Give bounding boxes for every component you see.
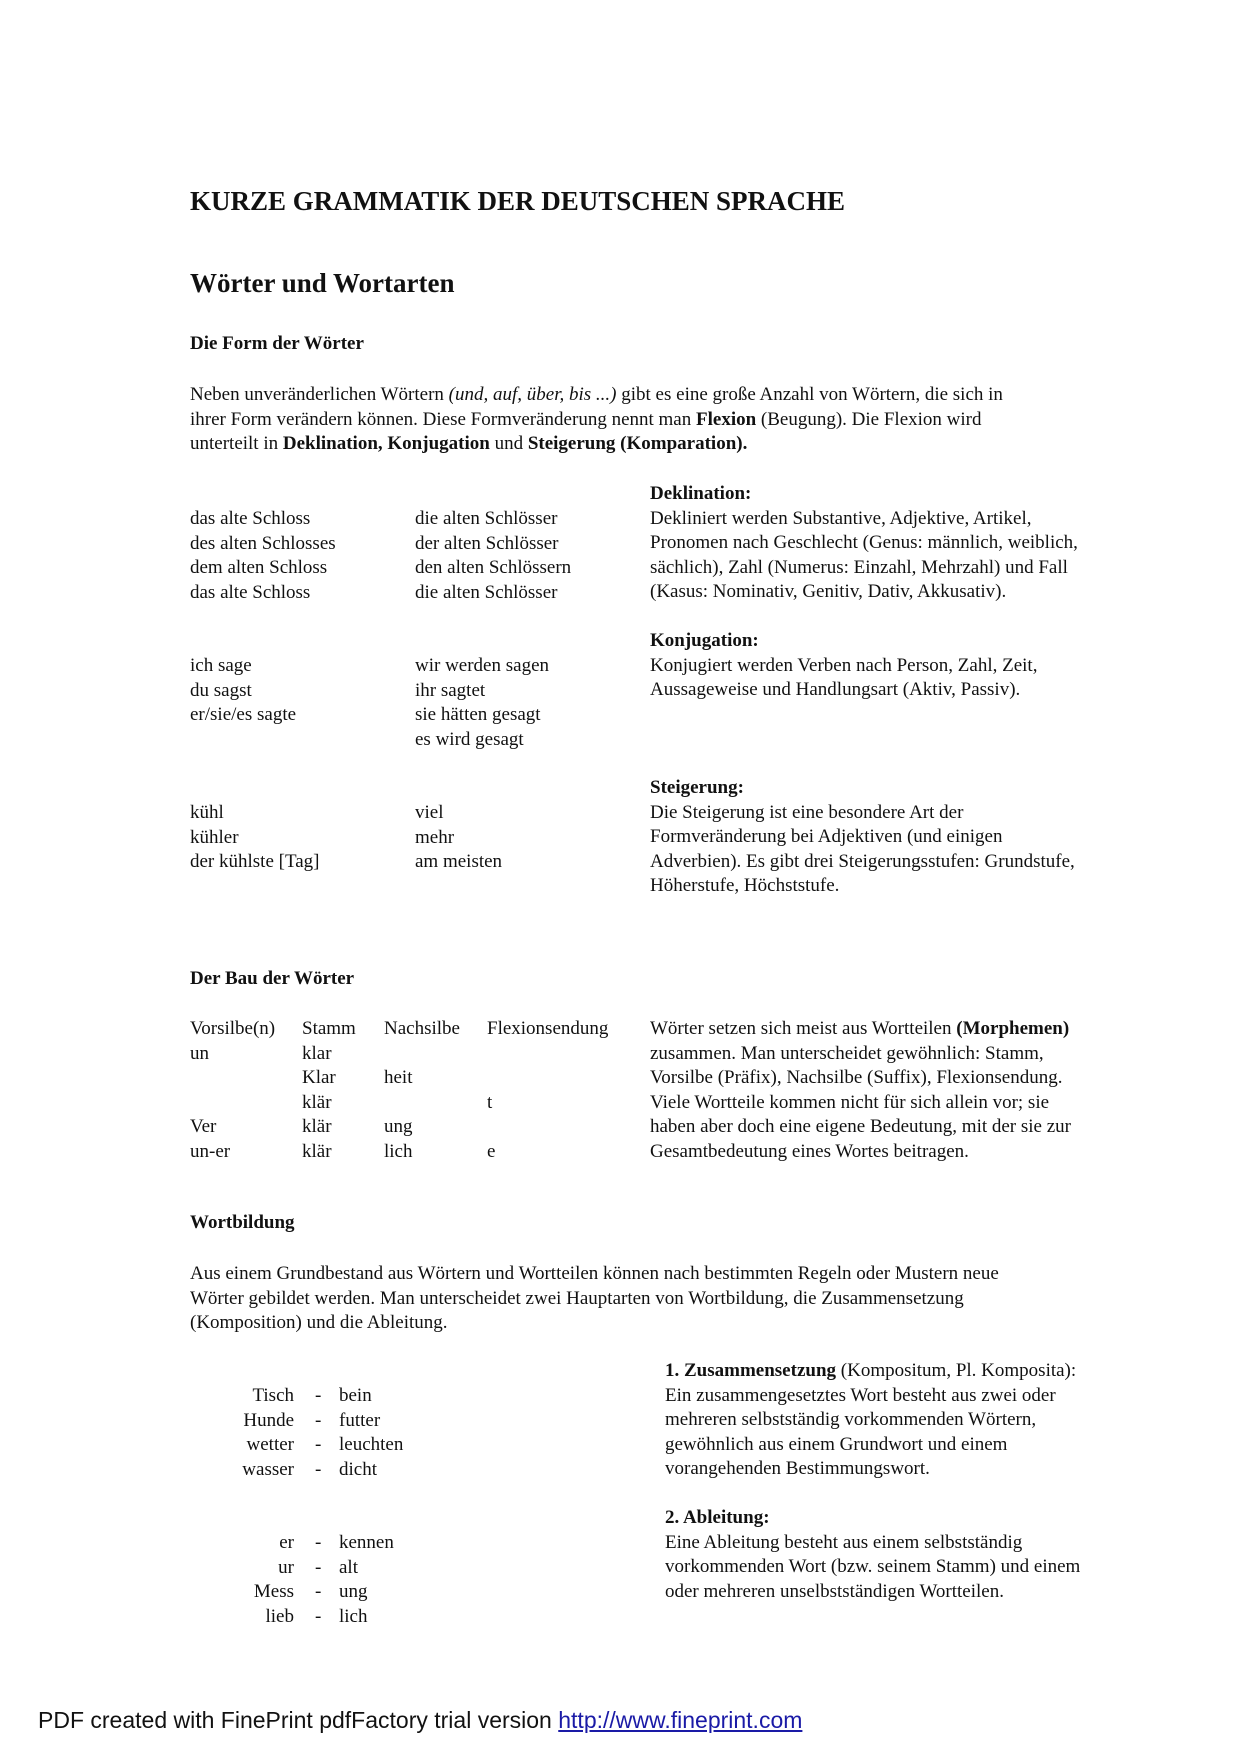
dash-separator: -	[315, 1409, 322, 1431]
ableitung-heading: 2. Ableitung:	[665, 1507, 770, 1528]
example-word: bein	[339, 1385, 372, 1406]
example-word: ich sage	[190, 655, 252, 676]
dash-separator: -	[315, 1385, 322, 1406]
form-intro-line-2: ihrer Form verändern können. Diese Formveränderung nennt man Flexion (Beugung). Die Flexion wird	[190, 408, 982, 430]
bau-col-stamm	[302, 1017, 356, 1164]
column-header: Flexionsendung	[487, 1018, 609, 1039]
zusammensetzung-description	[665, 1359, 1076, 1482]
description-line: vorangehenden Bestimmungswort.	[665, 1458, 930, 1479]
description-line: Aussageweise und Handlungsart (Aktiv, Passiv).	[650, 679, 1021, 700]
example-word: sie hätten gesagt	[415, 704, 541, 725]
dash-separator: -	[315, 1434, 322, 1455]
dash-separator: -	[315, 1532, 322, 1553]
example-word: Mess	[253, 1581, 294, 1602]
form-intro	[190, 383, 1120, 457]
description-line: Pronomen nach Geschlecht (Genus: männlich, weiblich,	[650, 532, 1078, 553]
table-cell: heit	[384, 1067, 413, 1088]
table-cell: klar	[302, 1042, 332, 1064]
description-line: Konjugiert werden Verben nach Person, Zahl, Zeit,	[650, 654, 1038, 676]
table-cell	[190, 1066, 275, 1091]
example-word: lieb	[265, 1605, 294, 1627]
table-cell: klär	[302, 1091, 332, 1113]
description-line: Dekliniert werden Substantive, Adjektive, Artikel,	[650, 507, 1032, 529]
konjugation-col-2	[415, 654, 549, 752]
table-cell: lich	[384, 1140, 413, 1162]
form-intro-line-1: Neben unveränderlichen Wörtern (und, auf, über, bis ...) gibt es eine große Anzahl von Wörtern, die sich in	[190, 384, 1003, 405]
heading-form: Die Form der Wörter	[190, 333, 364, 354]
example-word: das alte Schloss	[190, 508, 311, 529]
form-intro-line-3: unterteilt in Deklination, Konjugation und Steigerung (Komparation).	[190, 433, 748, 454]
description-line: (Kasus: Nominativ, Genitiv, Dativ, Akkusativ).	[650, 581, 1007, 602]
dash-separator: -	[315, 1605, 322, 1627]
example-word: dem alten Schloss	[190, 557, 328, 578]
description-line: gewöhnlich aus einem Grundwort und einem	[665, 1433, 1008, 1455]
example-word: der alten Schlösser	[415, 532, 559, 554]
example-word: dicht	[339, 1458, 377, 1480]
ableitung-left-parts	[200, 1531, 294, 1629]
example-word: er/sie/es sagte	[190, 704, 297, 725]
konjugation-col-1	[190, 654, 296, 728]
example-word: die alten Schlösser	[415, 508, 558, 529]
example-word: du sagst	[190, 679, 252, 701]
zusammensetzung-right-parts	[339, 1384, 403, 1482]
table-cell	[487, 1042, 608, 1067]
footer-link[interactable]: http://www.fineprint.com	[558, 1707, 803, 1733]
ableitung-description	[665, 1506, 1080, 1604]
table-cell: t	[487, 1091, 493, 1113]
steigerung-description	[650, 776, 1075, 899]
description-line: Formveränderung bei Adjektiven (und einigen	[650, 826, 1003, 847]
example-word: des alten Schlosses	[190, 532, 336, 554]
pdf-footer	[38, 1707, 802, 1734]
table-cell	[384, 1042, 460, 1067]
zusammensetzung-left-parts	[200, 1384, 294, 1482]
table-cell: klär	[302, 1140, 332, 1162]
steigerung-col-2	[415, 801, 502, 875]
example-word: alt	[339, 1556, 358, 1578]
table-cell: ung	[384, 1116, 413, 1137]
example-word: kennen	[339, 1532, 394, 1553]
example-word: futter	[339, 1409, 381, 1431]
example-word: der kühlste [Tag]	[190, 851, 320, 872]
example-word: wasser	[242, 1458, 294, 1480]
table-cell: Klar	[302, 1067, 336, 1088]
ableitung-dashes	[315, 1531, 321, 1629]
example-word: am meisten	[415, 851, 503, 872]
description-line: oder mehreren unselbstständigen Wortteilen.	[665, 1580, 1004, 1602]
example-word: mehr	[415, 826, 455, 848]
table-cell: e	[487, 1140, 496, 1162]
description-line: Adverbien). Es gibt drei Steigerungsstufen: Grundstufe,	[650, 850, 1075, 872]
example-word: Tisch	[252, 1385, 294, 1406]
table-cell: un-er	[190, 1140, 231, 1162]
description-line: Wörter setzen sich meist aus Wortteilen (Morphemen)	[650, 1018, 1070, 1039]
table-cell	[384, 1091, 460, 1116]
deklination-plural	[415, 507, 571, 605]
description-line: Die Steigerung ist eine besondere Art der	[650, 801, 964, 823]
example-word: wetter	[246, 1434, 294, 1455]
paragraph-line: Wörter gebildet werden. Man unterscheidet zwei Hauptarten von Wortbildung, die Zusammensetzung	[190, 1287, 964, 1309]
column-header: Nachsilbe	[384, 1018, 460, 1039]
paragraph-line: Aus einem Grundbestand aus Wörtern und Wortteilen können nach bestimmten Regeln oder Mustern neue	[190, 1263, 999, 1284]
table-cell: Ver	[190, 1116, 217, 1137]
description-line: zusammen. Man unterscheidet gewöhnlich: Stamm,	[650, 1042, 1044, 1064]
steigerung-col-1	[190, 801, 320, 875]
example-word: die alten Schlösser	[415, 581, 558, 603]
konjugation-description	[650, 629, 1037, 703]
example-word: Hunde	[243, 1409, 294, 1431]
description-line: Gesamtbedeutung eines Wortes beitragen.	[650, 1140, 969, 1162]
description-line: Vorsilbe (Präfix), Nachsilbe (Suffix), Flexionsendung.	[650, 1067, 1063, 1088]
konjugation-heading: Konjugation:	[650, 630, 759, 651]
description-line: sächlich), Zahl (Numerus: Einzahl, Mehrzahl) und Fall	[650, 556, 1068, 578]
ableitung-right-parts	[339, 1531, 394, 1629]
document-title: KURZE GRAMMATIK DER DEUTSCHEN SPRACHE	[190, 186, 846, 216]
heading-wortbildung: Wortbildung	[190, 1212, 295, 1233]
example-word: leuchten	[339, 1434, 404, 1455]
bau-col-flexionsendung	[487, 1017, 608, 1164]
example-word: ung	[339, 1581, 368, 1602]
example-word: es wird gesagt	[415, 728, 524, 750]
example-word: ihr sagtet	[415, 679, 486, 701]
column-header: Stamm	[302, 1018, 356, 1039]
zusammensetzung-dashes	[315, 1384, 321, 1482]
description-line: Ein zusammengesetztes Wort besteht aus zwei oder	[665, 1384, 1056, 1406]
description-line: mehreren selbstständig vorkommenden Wörtern,	[665, 1409, 1037, 1430]
steigerung-heading: Steigerung:	[650, 777, 744, 798]
description-line: haben aber doch eine eigene Bedeutung, mit der sie zur	[650, 1116, 1071, 1137]
example-word: er	[279, 1532, 294, 1553]
bau-col-nachsilbe	[384, 1017, 460, 1164]
deklination-heading: Deklination:	[650, 483, 752, 504]
example-word: kühl	[190, 802, 224, 823]
example-word: das alte Schloss	[190, 581, 311, 603]
description-line: Höherstufe, Höchststufe.	[650, 875, 840, 896]
example-word: den alten Schlössern	[415, 557, 572, 578]
table-cell: klär	[302, 1116, 332, 1137]
example-word: lich	[339, 1605, 368, 1627]
description-line: Eine Ableitung besteht aus einem selbstständig	[665, 1531, 1023, 1553]
deklination-singular	[190, 507, 336, 605]
section-title: Wörter und Wortarten	[190, 268, 455, 298]
dash-separator: -	[315, 1556, 322, 1578]
zusammensetzung-heading: 1. Zusammensetzung (Kompositum, Pl. Komposita):	[665, 1360, 1077, 1381]
dash-separator: -	[315, 1458, 322, 1480]
deklination-description	[650, 482, 1078, 605]
example-word: ur	[278, 1556, 294, 1578]
description-line: vorkommenden Wort (bzw. seinem Stamm) und einem	[665, 1556, 1081, 1577]
dash-separator: -	[315, 1581, 322, 1602]
table-cell	[190, 1091, 275, 1116]
paragraph-line: (Komposition) und die Ableitung.	[190, 1312, 448, 1333]
table-cell: un	[190, 1042, 209, 1064]
table-cell	[487, 1115, 608, 1140]
footer-text: PDF created with FinePrint pdfFactory trial version	[38, 1707, 559, 1733]
example-word: wir werden sagen	[415, 655, 550, 676]
bau-col-vorsilbe	[190, 1017, 275, 1164]
example-word: viel	[415, 802, 444, 823]
column-header: Vorsilbe(n)	[190, 1018, 276, 1039]
heading-bau: Der Bau der Wörter	[190, 968, 355, 989]
table-cell	[487, 1066, 608, 1091]
example-word: kühler	[190, 826, 239, 848]
bau-description	[650, 1017, 1071, 1164]
description-line: Viele Wortteile kommen nicht für sich allein vor; sie	[650, 1091, 1050, 1113]
wortbildung-intro	[190, 1262, 999, 1336]
